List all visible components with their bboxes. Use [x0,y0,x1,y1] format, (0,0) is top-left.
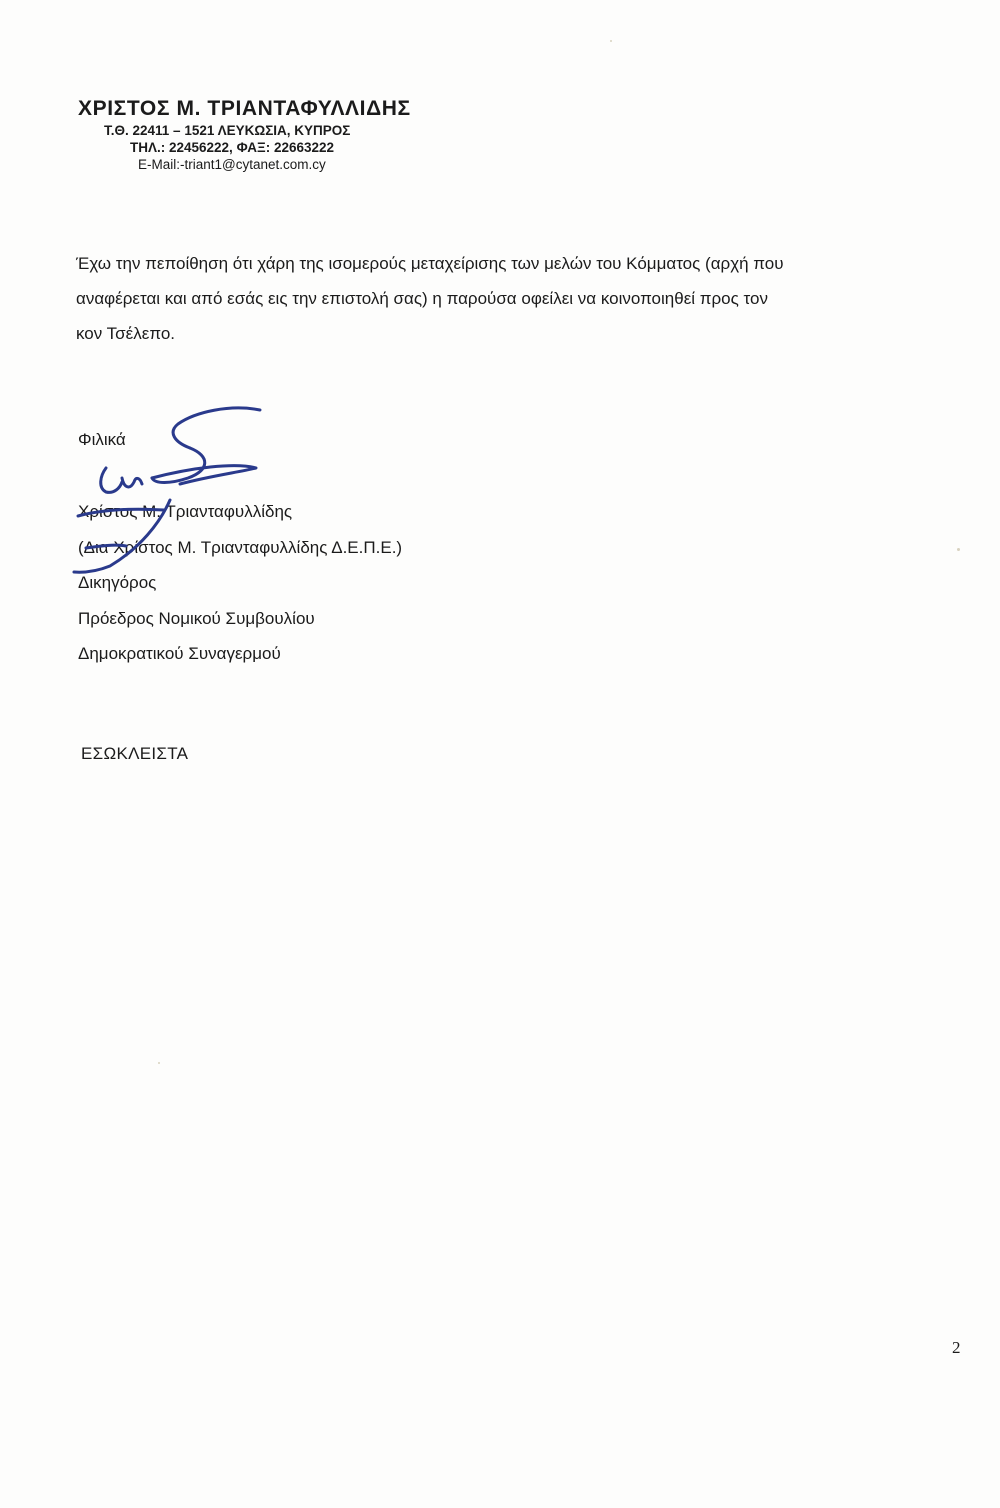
enclosures-label: ΕΣΩΚΛΕΙΣΤΑ [81,744,189,763]
body-line: αναφέρεται και από εσάς εις την επιστολή σας) η παρούσα οφείλει να κοινοποιηθεί προς τον [76,289,768,308]
paper-speck [957,548,960,551]
sender-phone-fax: ΤΗΛ.: 22456222, ΦΑΞ: 22663222 [130,140,335,155]
page-number: 2 [952,1338,961,1357]
signatory-organization: Δημοκρατικού Συναγερμού [78,644,281,663]
signatory-role: Πρόεδρος Νομικού Συμβουλίου [78,608,315,628]
signatory-title: Δικηγόρος [78,573,157,592]
sender-address: Τ.Θ. 22411 – 1521 ΛΕΥΚΩΣΙΑ, ΚΥΠΡΟΣ [104,123,351,138]
sender-email: E-Mail:-triant1@cytanet.com.cy [138,157,326,172]
paper-speck [610,40,612,42]
sender-name: ΧΡΙΣΤΟΣ Μ. ΤΡΙΑΝΤΑΦΥΛΛΙΔΗΣ [78,97,411,120]
handwritten-signature [60,398,280,588]
letter-body [76,246,936,351]
signatory-firm: (Δια Χρίστος Μ. Τριανταφυλλίδης Δ.Ε.Π.Ε.) [78,537,403,557]
paper-speck [158,1062,160,1064]
body-line: κον Τσέλεπο. [76,324,175,343]
body-line: Έχω την πεποίθηση ότι χάρη της ισομερούς μεταχείρισης των μελών του Κόμματος (αρχή που [76,254,784,273]
closing-salutation: Φιλικά [78,430,126,449]
letterhead [78,96,498,173]
signatory-name: Χρίστος Μ. Τριανταφυλλίδης [78,502,293,521]
